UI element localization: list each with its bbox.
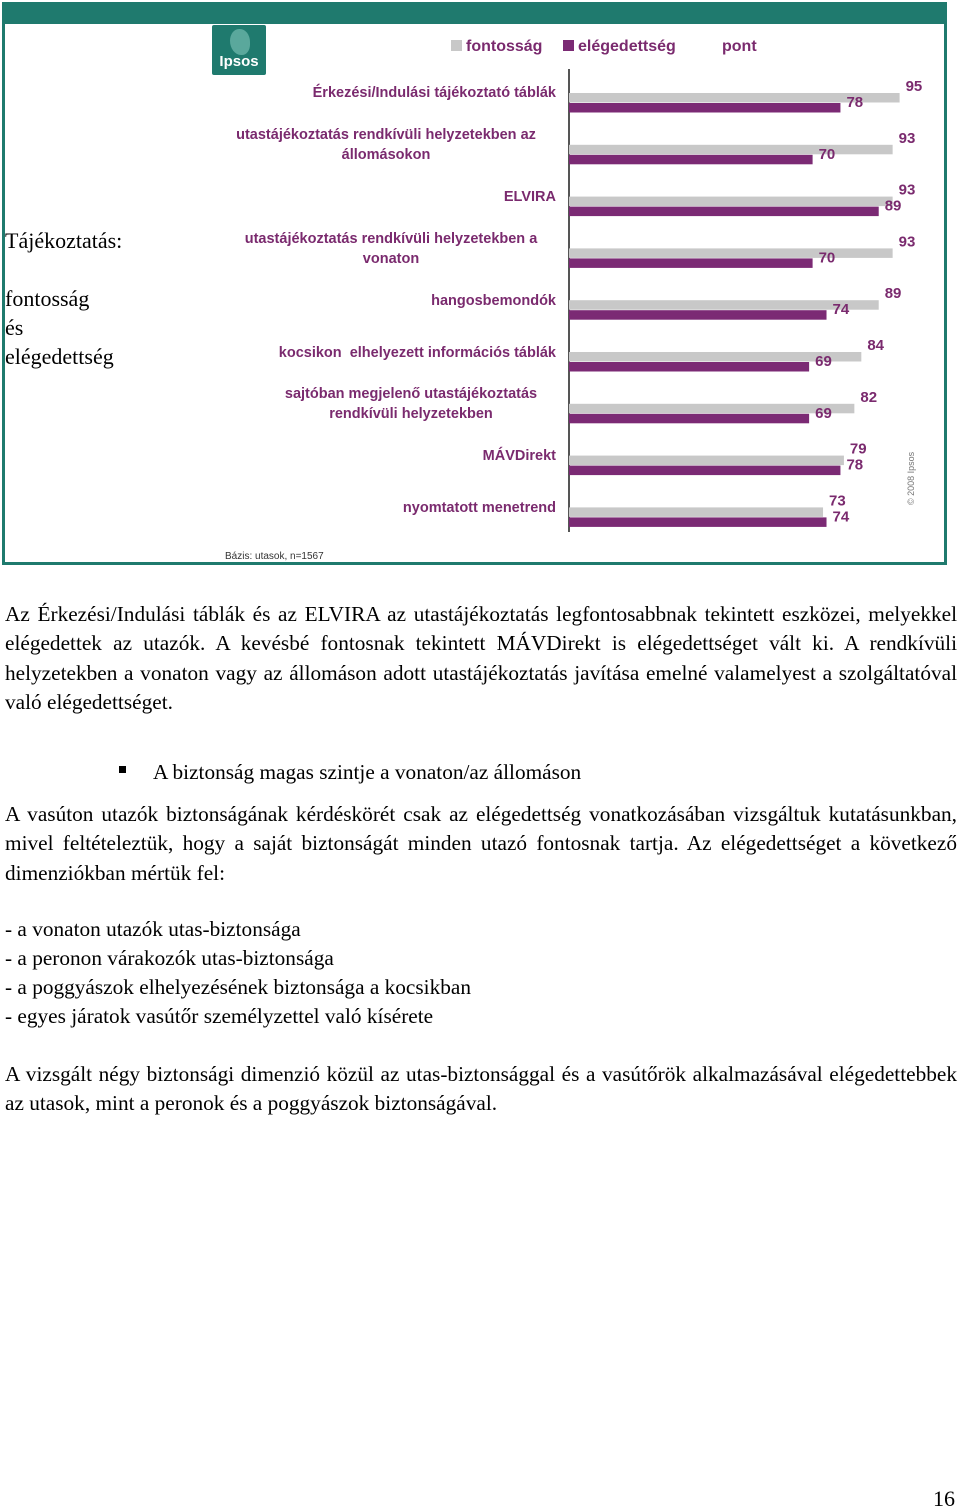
bar-satisfaction-3 [569, 258, 813, 268]
value-label-satisfaction-4: 74 [832, 301, 850, 319]
legend-label-importance: fontosság [466, 38, 543, 55]
category-label-6: sajtóban megjelenő utastájékoztatás rendkívüli helyzetekben [284, 386, 538, 422]
bar-importance-1 [569, 145, 893, 155]
value-label-satisfaction-2: 89 [884, 197, 902, 215]
category-label-8: nyomtatott menetrend [402, 500, 556, 516]
bar-satisfaction-8 [569, 517, 827, 527]
list-item-4: - egyes járatok vasútőr személyzettel való kísérete [5, 1004, 434, 1028]
value-label-satisfaction-6: 69 [815, 404, 832, 422]
list-item-3: - a poggyászok elhelyezésének biztonsága a kocsikban [5, 975, 471, 999]
copyright-note: © 2008 Ipsos [906, 451, 916, 505]
bars-canvas [0, 0, 960, 570]
bar-importance-2 [569, 197, 893, 207]
side-title-3: és [5, 315, 24, 340]
side-title-1: Tájékoztatás: [5, 228, 123, 253]
value-label-importance-4: 89 [884, 285, 902, 303]
basis-note: Bázis: utasok, n=1567 [225, 551, 324, 562]
bar-importance-7 [569, 456, 844, 466]
value-label-satisfaction-7: 78 [846, 456, 864, 474]
unit-label: pont [722, 38, 757, 55]
logo-text: Ipsos [219, 53, 259, 70]
list-item-2: - a peronon várakozók utas-biztonsága [5, 946, 334, 970]
legend-label-satisfaction: elégedettség [578, 38, 676, 55]
bar-satisfaction-2 [569, 207, 879, 217]
value-label-importance-3: 93 [898, 233, 916, 251]
value-label-importance-2: 93 [898, 181, 916, 199]
bar-importance-8 [569, 507, 823, 517]
value-label-satisfaction-0: 78 [846, 94, 864, 111]
category-label-5: kocsikon elhelyezett információs táblák [278, 345, 556, 361]
value-label-importance-7: 79 [849, 440, 867, 458]
category-label-3: utastájékoztatás rendkívüli helyzetekben a vonaton [244, 231, 538, 267]
bullet-heading: A biztonság magas szintje a vonaton/az állomáson [153, 760, 582, 784]
category-label-1: utastájékoztatás rendkívüli helyzetekben az állomásokon [236, 127, 536, 163]
value-label-satisfaction-1: 70 [818, 145, 836, 163]
paragraph-2: A vasúton utazók biztonságának kérdéskörét csak az elégedettség vonatkozásában vizsgáltuk kutatásunkban, mivel feltételeztük, hogy a saját biztonságát minden utazó fontosnak tartja. Az elégedettséget a következő dimenziókban mértük fel: [5, 802, 957, 885]
value-label-importance-1: 93 [898, 129, 916, 147]
bar-importance-3 [569, 248, 893, 258]
value-label-satisfaction-5: 69 [815, 353, 832, 370]
side-title-4: elégedettség [5, 344, 114, 369]
value-label-satisfaction-8: 74 [832, 508, 850, 526]
list-item-1: - a vonaton utazók utas-biztonsága [5, 917, 301, 941]
bullet-square-icon [119, 766, 126, 773]
bar-satisfaction-6 [569, 414, 809, 424]
paragraph-1: Az Érkezési/Indulási táblák és az ELVIRA az utastájékoztatás legfontosabbnak tekintett eszközei, melyekkel elégedettek az utazók. A kevésbé fontosnak tekintett MÁVDirekt is elégedettséget vált ki. A rendkívüli helyzetekben a vonaton vagy az állomáson adott utastájékoztatás javítása emelné valamelyest a szolgáltatóval való elégedettséget. [5, 602, 957, 714]
bar-satisfaction-7 [569, 466, 840, 476]
bar-satisfaction-0 [569, 103, 840, 113]
bar-satisfaction-1 [569, 155, 813, 165]
paragraph-3: A vizsgált négy biztonsági dimenzió közül az utas-biztonsággal és a vasútőrök alkalmazásával elégedettebbek az utasok, mint a peronok és a poggyászok biztonságával. [5, 1062, 957, 1116]
value-label-importance-0: 95 [905, 78, 923, 95]
category-label-4: hangosbemondók [431, 293, 556, 309]
category-label-0: Érkezési/Indulási tájékoztató táblák [312, 85, 556, 101]
side-title-2: fontosság [5, 286, 90, 311]
page-number: 16 [933, 1486, 955, 1511]
bar-importance-6 [569, 404, 854, 414]
category-label-7: MÁVDirekt [482, 448, 556, 464]
value-label-satisfaction-3: 70 [818, 249, 836, 267]
bar-satisfaction-5 [569, 362, 809, 372]
value-label-importance-8: 73 [829, 492, 846, 510]
value-label-importance-5: 84 [867, 337, 885, 354]
bar-satisfaction-4 [569, 310, 827, 320]
value-label-importance-6: 82 [860, 388, 878, 406]
category-label-2: ELVIRA [503, 189, 556, 205]
